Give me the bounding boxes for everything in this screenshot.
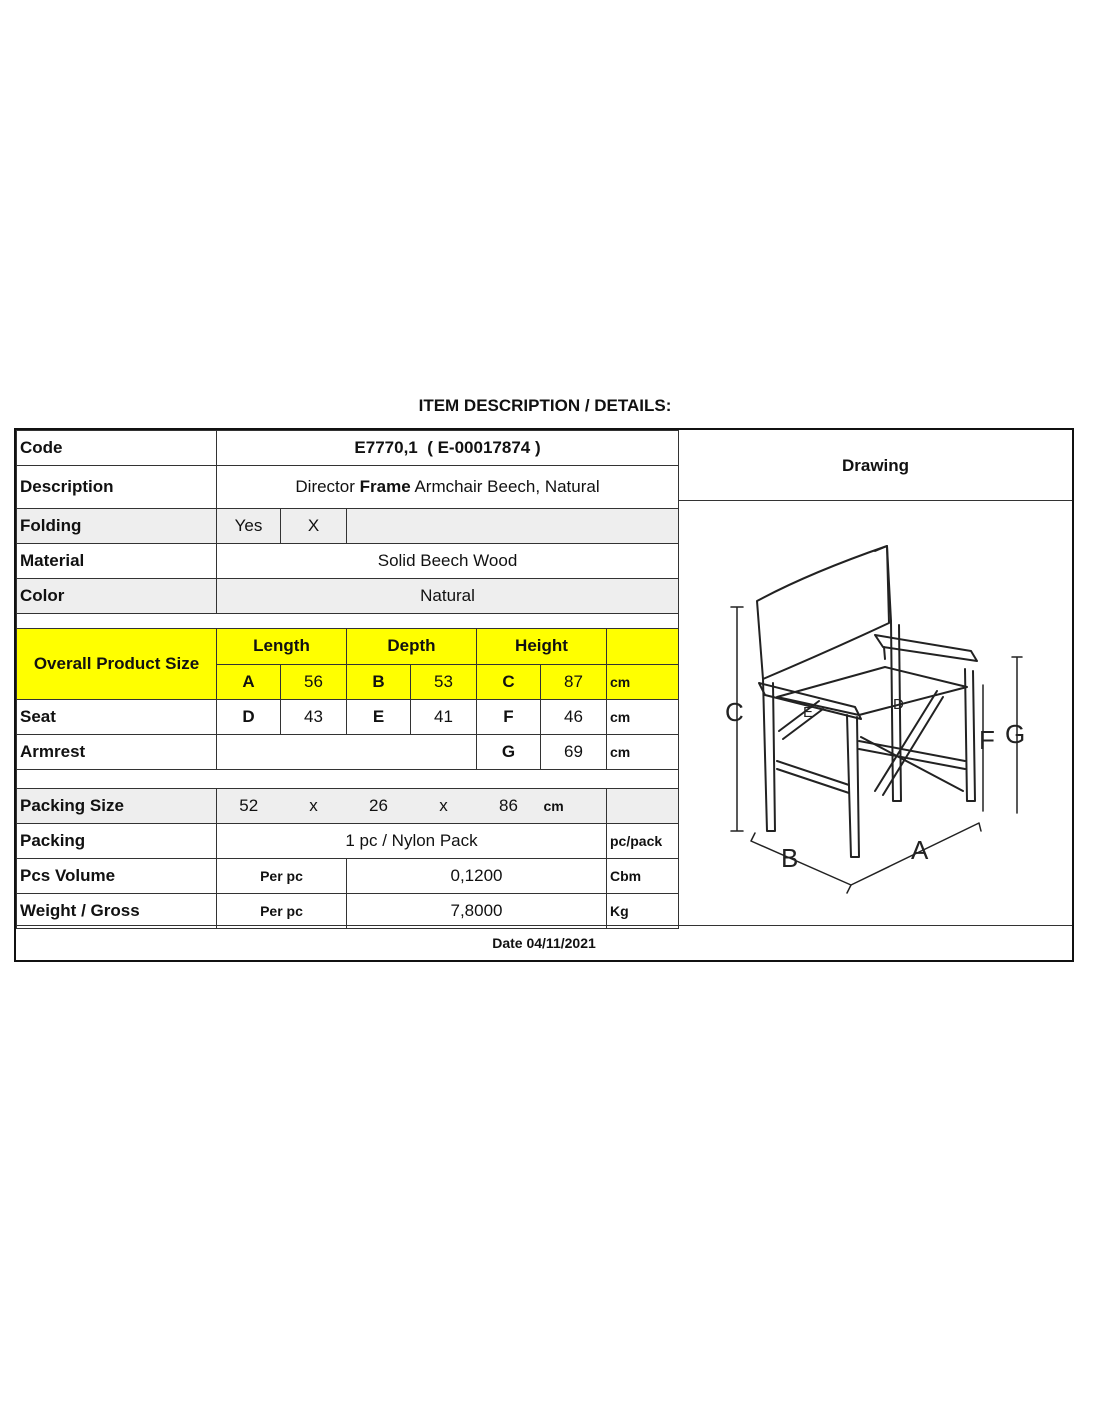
height-label: Height (477, 629, 607, 665)
length-label: Length (217, 629, 347, 665)
drawing-label-g: G (1005, 719, 1026, 749)
packing-size-label: Packing Size (17, 789, 217, 824)
code-value: E7770,1 ( E-00017874 ) (217, 431, 679, 466)
armrest-row (17, 735, 679, 770)
d-letter: D (217, 700, 281, 735)
page-title: ITEM DESCRIPTION / DETAILS: (418, 396, 672, 415)
chair-drawing (679, 501, 1071, 925)
armrest-empty (217, 735, 477, 770)
drawing-label-b: B (781, 843, 799, 873)
f-letter: F (477, 700, 541, 735)
packing-size-row (17, 789, 679, 824)
description-value: Director Frame Armchair Beech, Natural (217, 466, 679, 509)
material-row (17, 544, 679, 579)
f-value: 46 (541, 700, 607, 735)
spec-sheet (14, 428, 1074, 962)
folding-row (17, 509, 679, 544)
weight-label: Weight / Gross (17, 894, 217, 929)
armrest-label: Armrest (17, 735, 217, 770)
folding-mark: X (281, 509, 347, 544)
drawing-label-d: D (893, 696, 904, 713)
depth-label: Depth (347, 629, 477, 665)
packing-value: 1 pc / Nylon Pack (217, 824, 607, 859)
e-letter: E (347, 700, 411, 735)
chair-rear-left-leg (763, 679, 775, 831)
e-value: 41 (411, 700, 477, 735)
spec-table (16, 430, 679, 929)
drawing-area (678, 501, 1072, 925)
packing-size-unit: cm (541, 789, 607, 824)
a-value: 56 (281, 664, 347, 700)
volume-label: Pcs Volume (17, 859, 217, 894)
g-letter: G (477, 735, 541, 770)
drawing-header: Drawing (678, 430, 1072, 501)
drawing-label-c: C (725, 697, 744, 727)
overall-header-row (17, 629, 679, 665)
color-row (17, 579, 679, 614)
code-row (17, 431, 679, 466)
date-footer: Date 04/11/2021 (16, 925, 1072, 961)
folding-empty (347, 509, 679, 544)
dim-line-b (751, 833, 851, 893)
code-label: Code (17, 431, 217, 466)
seat-row (17, 700, 679, 735)
c-letter: C (477, 664, 541, 700)
drawing-label-f: F (979, 725, 995, 755)
weight-value: 7,8000 (347, 894, 607, 929)
drawing-label-e: E (803, 704, 814, 721)
volume-row (17, 859, 679, 894)
folding-yes: Yes (217, 509, 281, 544)
seat-label: Seat (17, 700, 217, 735)
folding-label: Folding (17, 509, 217, 544)
overall-unit: cm (607, 664, 679, 700)
overall-unit-empty (607, 629, 679, 665)
packing-row (17, 824, 679, 859)
drawing-label-a: A (911, 835, 929, 865)
material-label: Material (17, 544, 217, 579)
color-label: Color (17, 579, 217, 614)
overall-label: Overall Product Size (17, 629, 217, 700)
armrest-unit: cm (607, 735, 679, 770)
chair-backrest (757, 546, 889, 679)
packing-x1: x (281, 789, 347, 824)
volume-per: Per pc (217, 859, 347, 894)
packing-label: Packing (17, 824, 217, 859)
seat-unit: cm (607, 700, 679, 735)
chair-front-left-leg (847, 715, 859, 857)
packing-length: 52 (217, 789, 281, 824)
description-label: Description (17, 466, 217, 509)
packing-x2: x (411, 789, 477, 824)
spacer-row (17, 614, 679, 629)
a-letter: A (217, 664, 281, 700)
packing-height: 86 (477, 789, 541, 824)
packing-size-empty (607, 789, 679, 824)
packing-unit: pc/pack (607, 824, 679, 859)
chair-front-right-leg (965, 669, 975, 801)
weight-per: Per pc (217, 894, 347, 929)
b-letter: B (347, 664, 411, 700)
weight-unit: Kg (607, 894, 679, 929)
volume-value: 0,1200 (347, 859, 607, 894)
spacer-row-2 (17, 770, 679, 789)
b-value: 53 (411, 664, 477, 700)
description-row (17, 466, 679, 509)
c-value: 87 (541, 664, 607, 700)
packing-width: 26 (347, 789, 411, 824)
weight-row (17, 894, 679, 929)
volume-unit: Cbm (607, 859, 679, 894)
material-value: Solid Beech Wood (217, 544, 679, 579)
g-value: 69 (541, 735, 607, 770)
d-value: 43 (281, 700, 347, 735)
color-value: Natural (217, 579, 679, 614)
